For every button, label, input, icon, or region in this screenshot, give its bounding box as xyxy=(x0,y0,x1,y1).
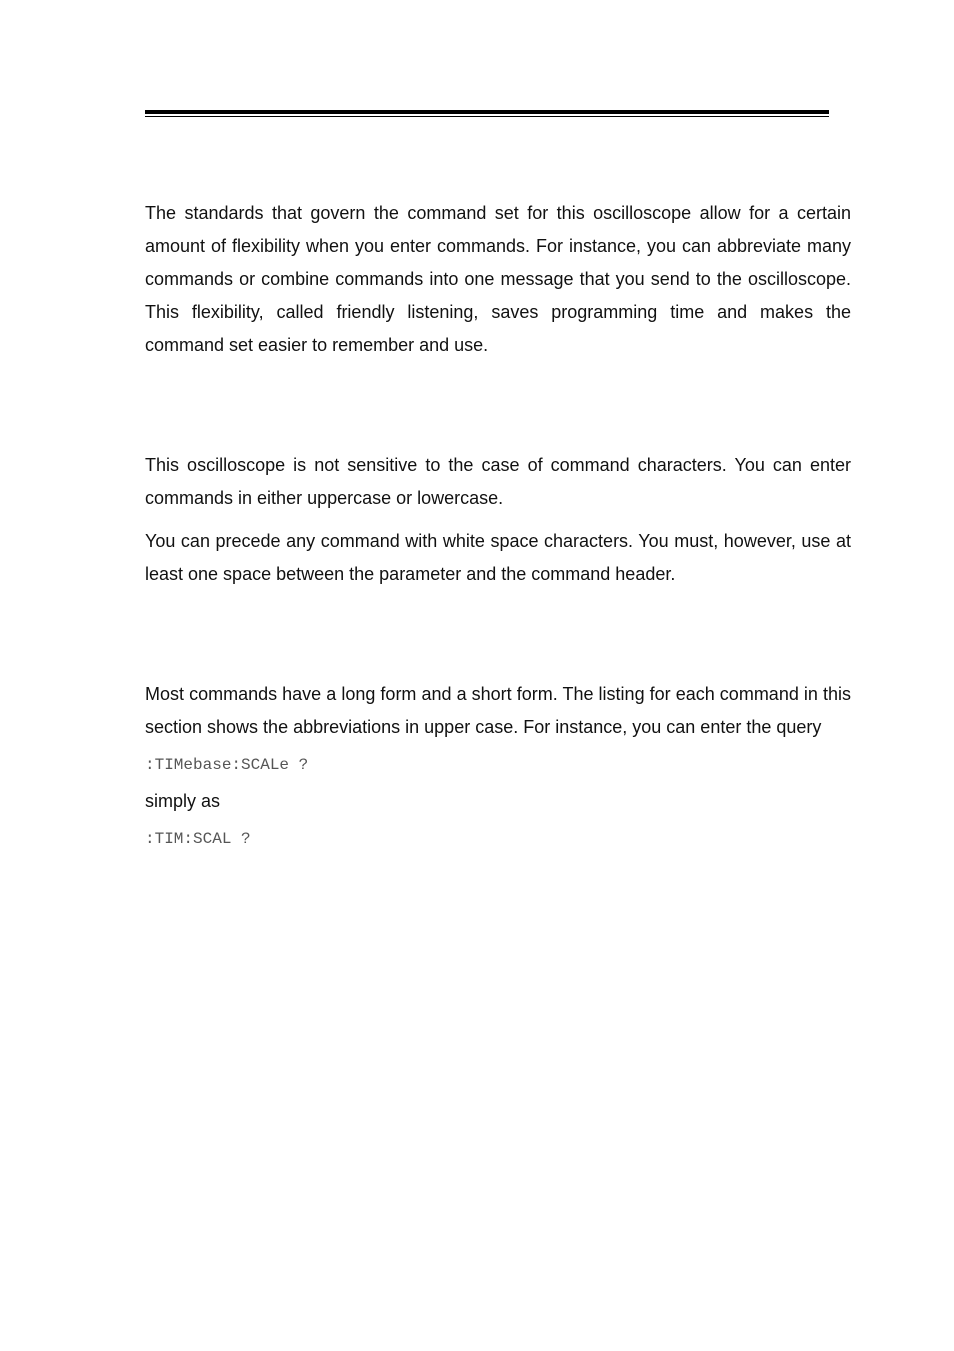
white-space-paragraph: You can precede any command with white space characters. You must, however, use at least one space between the parameter and the command header. xyxy=(145,531,851,584)
page-content xyxy=(145,197,851,859)
friendly-listening-paragraph: The standards that govern the command set for this oscilloscope allow for a certain amount of flexibility when you enter commands. For instance, you can abbreviate many commands or combine commands into one message that you send to the oscilloscope. This flexibility, called friendly listening, saves programming time and makes the command set easier to remember and use. xyxy=(145,203,851,355)
section-gap xyxy=(145,362,851,449)
section-gap xyxy=(145,591,851,678)
connector-text: simply as xyxy=(145,791,221,811)
abbreviation-paragraph: Most commands have a long form and a short form. The listing for each command in this section shows the abbreviations in upper case. For instance, you can enter the query xyxy=(145,684,851,737)
short-form-command-example: :TIM:SCAL ? xyxy=(145,830,251,848)
header-rule xyxy=(145,110,829,114)
case-sensitivity-paragraph: This oscilloscope is not sensitive to the case of command characters. You can enter commands in either uppercase or lowercase. xyxy=(145,455,851,508)
header-rule-thin xyxy=(145,116,829,117)
long-form-command-example: :TIMebase:SCALe ? xyxy=(145,756,309,774)
